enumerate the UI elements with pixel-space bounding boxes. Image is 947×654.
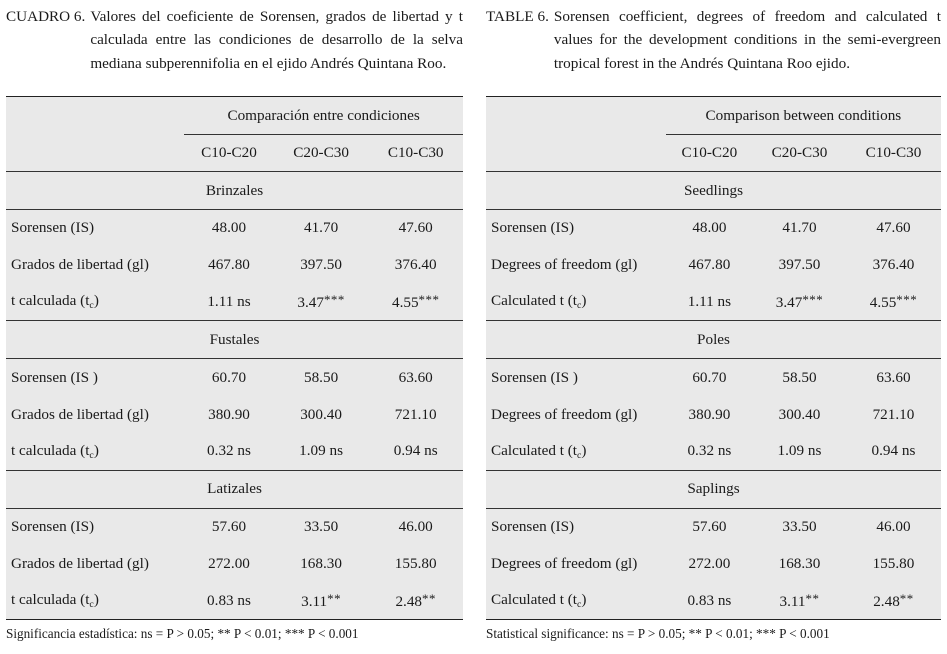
value-cell [753,433,846,470]
caption-label: CUADRO 6. [6,8,86,25]
row-label: Grados de libertad (gl) [11,554,149,572]
group-header-row [6,321,463,359]
caption-label: TABLE 6. [486,8,549,25]
cell-value: 397.50 [778,256,821,274]
cell-value: 3.11 [779,592,806,610]
cell-value: 3.47 [297,293,324,311]
data-table [486,96,941,620]
value-cell [274,582,369,619]
cell-value: 58.50 [303,368,339,386]
column-header: C20-C30 [293,144,349,161]
value-cell [274,210,369,247]
group-name: Latizales [6,470,463,508]
table-row [6,359,463,396]
table-row [486,546,941,583]
value-cell [846,284,941,321]
spanish-table-panel [6,4,463,620]
table-row [6,284,463,321]
cell-value: 2.48 [873,592,900,610]
cell-value: 1.11 ns [207,292,251,310]
row-label-end: ) [93,441,99,459]
cell-value: 168.30 [300,554,342,572]
table-caption [6,4,463,96]
cell-value: 0.94 ns [871,442,916,460]
cell-value: 155.80 [872,554,915,572]
table-row [486,582,941,619]
value-cell [184,582,274,619]
row-label-cell [6,582,184,619]
significance-marker: *** [418,291,440,307]
comparison-header: Comparación entre condiciones [184,97,463,135]
header-row [486,97,941,135]
cell-value: 0.83 ns [207,591,251,609]
group-header-row [486,172,941,210]
value-cell [368,508,463,545]
row-label-subscript: c [89,449,94,461]
row-label-cell [6,359,184,396]
row-label: Sorensen (IS ) [491,368,578,386]
row-label-subscript: c [577,300,582,312]
value-cell [184,546,274,583]
significance-marker: *** [802,291,824,307]
value-cell [846,582,941,619]
row-label-cell [6,247,184,284]
cell-value: 397.50 [300,256,342,274]
footnote-body: P > 0.05; ** P < 0.01; *** P < 0.001 [637,626,830,641]
row-label-end: ) [581,591,587,609]
table-row [486,359,941,396]
cell-value: 60.70 [211,368,247,386]
significance-marker: *** [896,291,918,307]
cell-value: 1.11 ns [687,292,732,310]
table-row [6,247,463,284]
value-cell [753,359,846,396]
cell-value: 1.09 ns [299,442,344,460]
table-row [486,508,941,545]
row-label-cell [6,210,184,247]
table-row [486,210,941,247]
value-cell [846,359,941,396]
value-cell [753,284,846,321]
group-header-row [486,321,941,359]
cell-value: 58.50 [782,368,817,386]
value-cell [666,247,753,284]
value-cell [184,433,274,470]
row-label: Calculated t (t [491,292,578,310]
value-cell [274,508,369,545]
cell-value: 0.32 ns [687,442,732,460]
row-label: Sorensen (IS) [491,518,575,536]
value-cell [666,546,753,583]
row-label: Degrees of freedom (gl) [491,554,638,572]
row-label-cell [486,546,666,583]
value-cell [274,247,369,284]
value-cell [184,284,274,321]
group-header-row [6,470,463,508]
value-cell [846,210,941,247]
table-row [6,433,463,470]
table-row [6,508,463,545]
column-header: C10-C30 [865,144,922,161]
column-header: C10-C20 [681,144,738,161]
group-name: Poles [486,321,941,359]
comparison-header: Comparison between conditions [666,97,941,135]
row-label: Sorensen (IS) [491,219,575,237]
value-cell [184,396,274,433]
column-header-row [486,135,941,172]
row-label: Sorensen (IS ) [11,368,98,386]
cell-value: 300.40 [778,405,821,423]
value-cell [368,359,463,396]
row-label-cell [486,508,666,545]
value-cell [846,546,941,583]
cell-value: 57.60 [211,518,247,536]
value-cell [666,210,753,247]
value-cell [274,433,369,470]
row-label-subscript: c [577,449,582,461]
cell-value: 63.60 [398,368,433,386]
cell-value: 4.55 [869,293,897,311]
table-row [6,210,463,247]
cell-value: 0.32 ns [207,442,251,460]
column-header: C20-C30 [771,144,828,161]
row-label: Calculated t (t [491,591,578,609]
cell-value: 1.09 ns [777,442,822,460]
value-cell [274,546,369,583]
value-cell [753,582,846,619]
significance-marker: ** [899,590,914,606]
table-row [486,396,941,433]
value-cell [274,359,369,396]
row-label-cell [486,433,666,470]
caption-text: Valores del coeficiente de Sorensen, grados de libertad y t calculada entre las condiciones de desarrollo de la selva mediana subperennifolia en el ejido Andrés Quintana Roo. [90,8,463,72]
table-caption [486,4,941,96]
table-row [486,247,941,284]
value-cell [368,582,463,619]
value-cell [753,210,846,247]
row-label-subscript: c [89,300,94,312]
cell-value: 41.70 [303,219,339,237]
cell-value: 46.00 [876,518,911,536]
cell-value: 33.50 [303,518,339,536]
value-cell [753,247,846,284]
cell-value: 48.00 [211,219,247,237]
row-label: Sorensen (IS) [11,518,95,536]
cell-value: 46.00 [398,518,433,536]
value-cell [666,359,753,396]
value-cell [666,284,753,321]
table-row [6,396,463,433]
row-label-cell [486,396,666,433]
cell-value: 376.40 [394,256,437,274]
significance-footnote [486,626,830,642]
column-header: C10-C30 [387,144,444,161]
cell-value: 41.70 [782,219,817,237]
group-header-row [486,470,941,508]
row-label-cell [6,396,184,433]
group-name: Saplings [486,470,941,508]
group-name: Brinzales [6,172,463,210]
value-cell [274,284,369,321]
value-cell [846,396,941,433]
cell-value: 0.83 ns [687,591,732,609]
cell-value: 3.11 [301,592,328,610]
row-label-end: ) [93,591,99,609]
row-label-cell [6,508,184,545]
table-row [6,546,463,583]
row-label: t calculada (t [11,591,90,609]
row-label-end: ) [93,292,99,310]
value-cell [846,508,941,545]
value-cell [846,247,941,284]
value-cell [184,210,274,247]
row-label: Grados de libertad (gl) [11,405,149,423]
row-label-cell [6,284,184,321]
value-cell [368,396,463,433]
row-label-cell [6,546,184,583]
row-label-subscript: c [89,599,94,611]
cell-value: 47.60 [398,219,433,237]
value-cell [368,210,463,247]
row-label-end: ) [581,292,587,310]
cell-value: 467.80 [208,256,250,274]
significance-marker: *** [323,291,345,307]
row-label-cell [486,210,666,247]
footnote-prefix: Statistical significance: ns = [486,626,635,641]
row-label: Degrees of freedom (gl) [491,256,638,274]
cell-value: 467.80 [688,256,731,274]
cell-value: 2.48 [395,592,423,610]
header-blank-cell [6,135,184,172]
row-label-cell [6,433,184,470]
cell-value: 155.80 [394,554,437,572]
column-header-row [6,135,463,172]
cell-value: 300.40 [300,405,342,423]
caption-text: Sorensen coefficient, degrees of freedom and calculated t values for the development conditions in the semi-evergreen tropical forest in the Andrés Quintana Roo ejido. [553,8,941,72]
header-blank-cell [6,97,184,135]
value-cell [368,433,463,470]
cell-value: 272.00 [688,554,731,572]
group-name: Seedlings [486,172,941,210]
value-cell [184,247,274,284]
row-label: t calculada (t [11,292,90,310]
cell-value: 4.55 [391,293,419,311]
value-cell [274,396,369,433]
row-label-cell [486,359,666,396]
cell-value: 48.00 [692,219,727,237]
cell-value: 721.10 [872,405,915,423]
table-row [486,284,941,321]
value-cell [753,546,846,583]
cell-value: 57.60 [692,518,727,536]
row-label: Calculated t (t [491,441,578,459]
value-cell [666,508,753,545]
significance-marker: ** [422,590,436,606]
row-label: t calculada (t [11,441,90,459]
english-table-panel [486,4,941,620]
cell-value: 380.90 [688,405,731,423]
cell-value: 168.30 [778,554,821,572]
cell-value: 0.94 ns [393,442,438,460]
value-cell [846,433,941,470]
header-blank-cell [486,135,666,172]
value-cell [753,396,846,433]
header-row [6,97,463,135]
row-label-cell [486,247,666,284]
value-cell [666,582,753,619]
footnote-prefix: Significancia estadística: ns = [6,626,164,641]
footnote-body: P > 0.05; ** P < 0.01; *** P < 0.001 [166,626,359,641]
table-row [6,582,463,619]
row-label-cell [486,582,666,619]
significance-marker: ** [327,590,342,606]
value-cell [368,247,463,284]
cell-value: 33.50 [782,518,817,536]
row-label-cell [486,284,666,321]
value-cell [184,359,274,396]
data-table [6,96,463,620]
value-cell [666,396,753,433]
header-blank-cell [486,97,666,135]
value-cell [368,284,463,321]
group-name: Fustales [6,321,463,359]
row-label: Grados de libertad (gl) [11,256,149,274]
value-cell [184,508,274,545]
row-label: Sorensen (IS) [11,219,95,237]
cell-value: 380.90 [208,405,250,423]
cell-value: 721.10 [394,405,437,423]
row-label-subscript: c [577,599,582,611]
cell-value: 60.70 [692,368,727,386]
cell-value: 3.47 [775,293,803,311]
cell-value: 272.00 [208,554,250,572]
group-header-row [6,172,463,210]
significance-footnote [6,626,358,642]
value-cell [368,546,463,583]
significance-marker: ** [805,590,820,606]
column-header: C10-C20 [201,144,257,161]
value-cell [666,433,753,470]
row-label: Degrees of freedom (gl) [491,405,638,423]
value-cell [753,508,846,545]
cell-value: 63.60 [876,368,911,386]
row-label-end: ) [581,441,587,459]
table-row [486,433,941,470]
cell-value: 47.60 [876,219,911,237]
cell-value: 376.40 [872,256,915,274]
